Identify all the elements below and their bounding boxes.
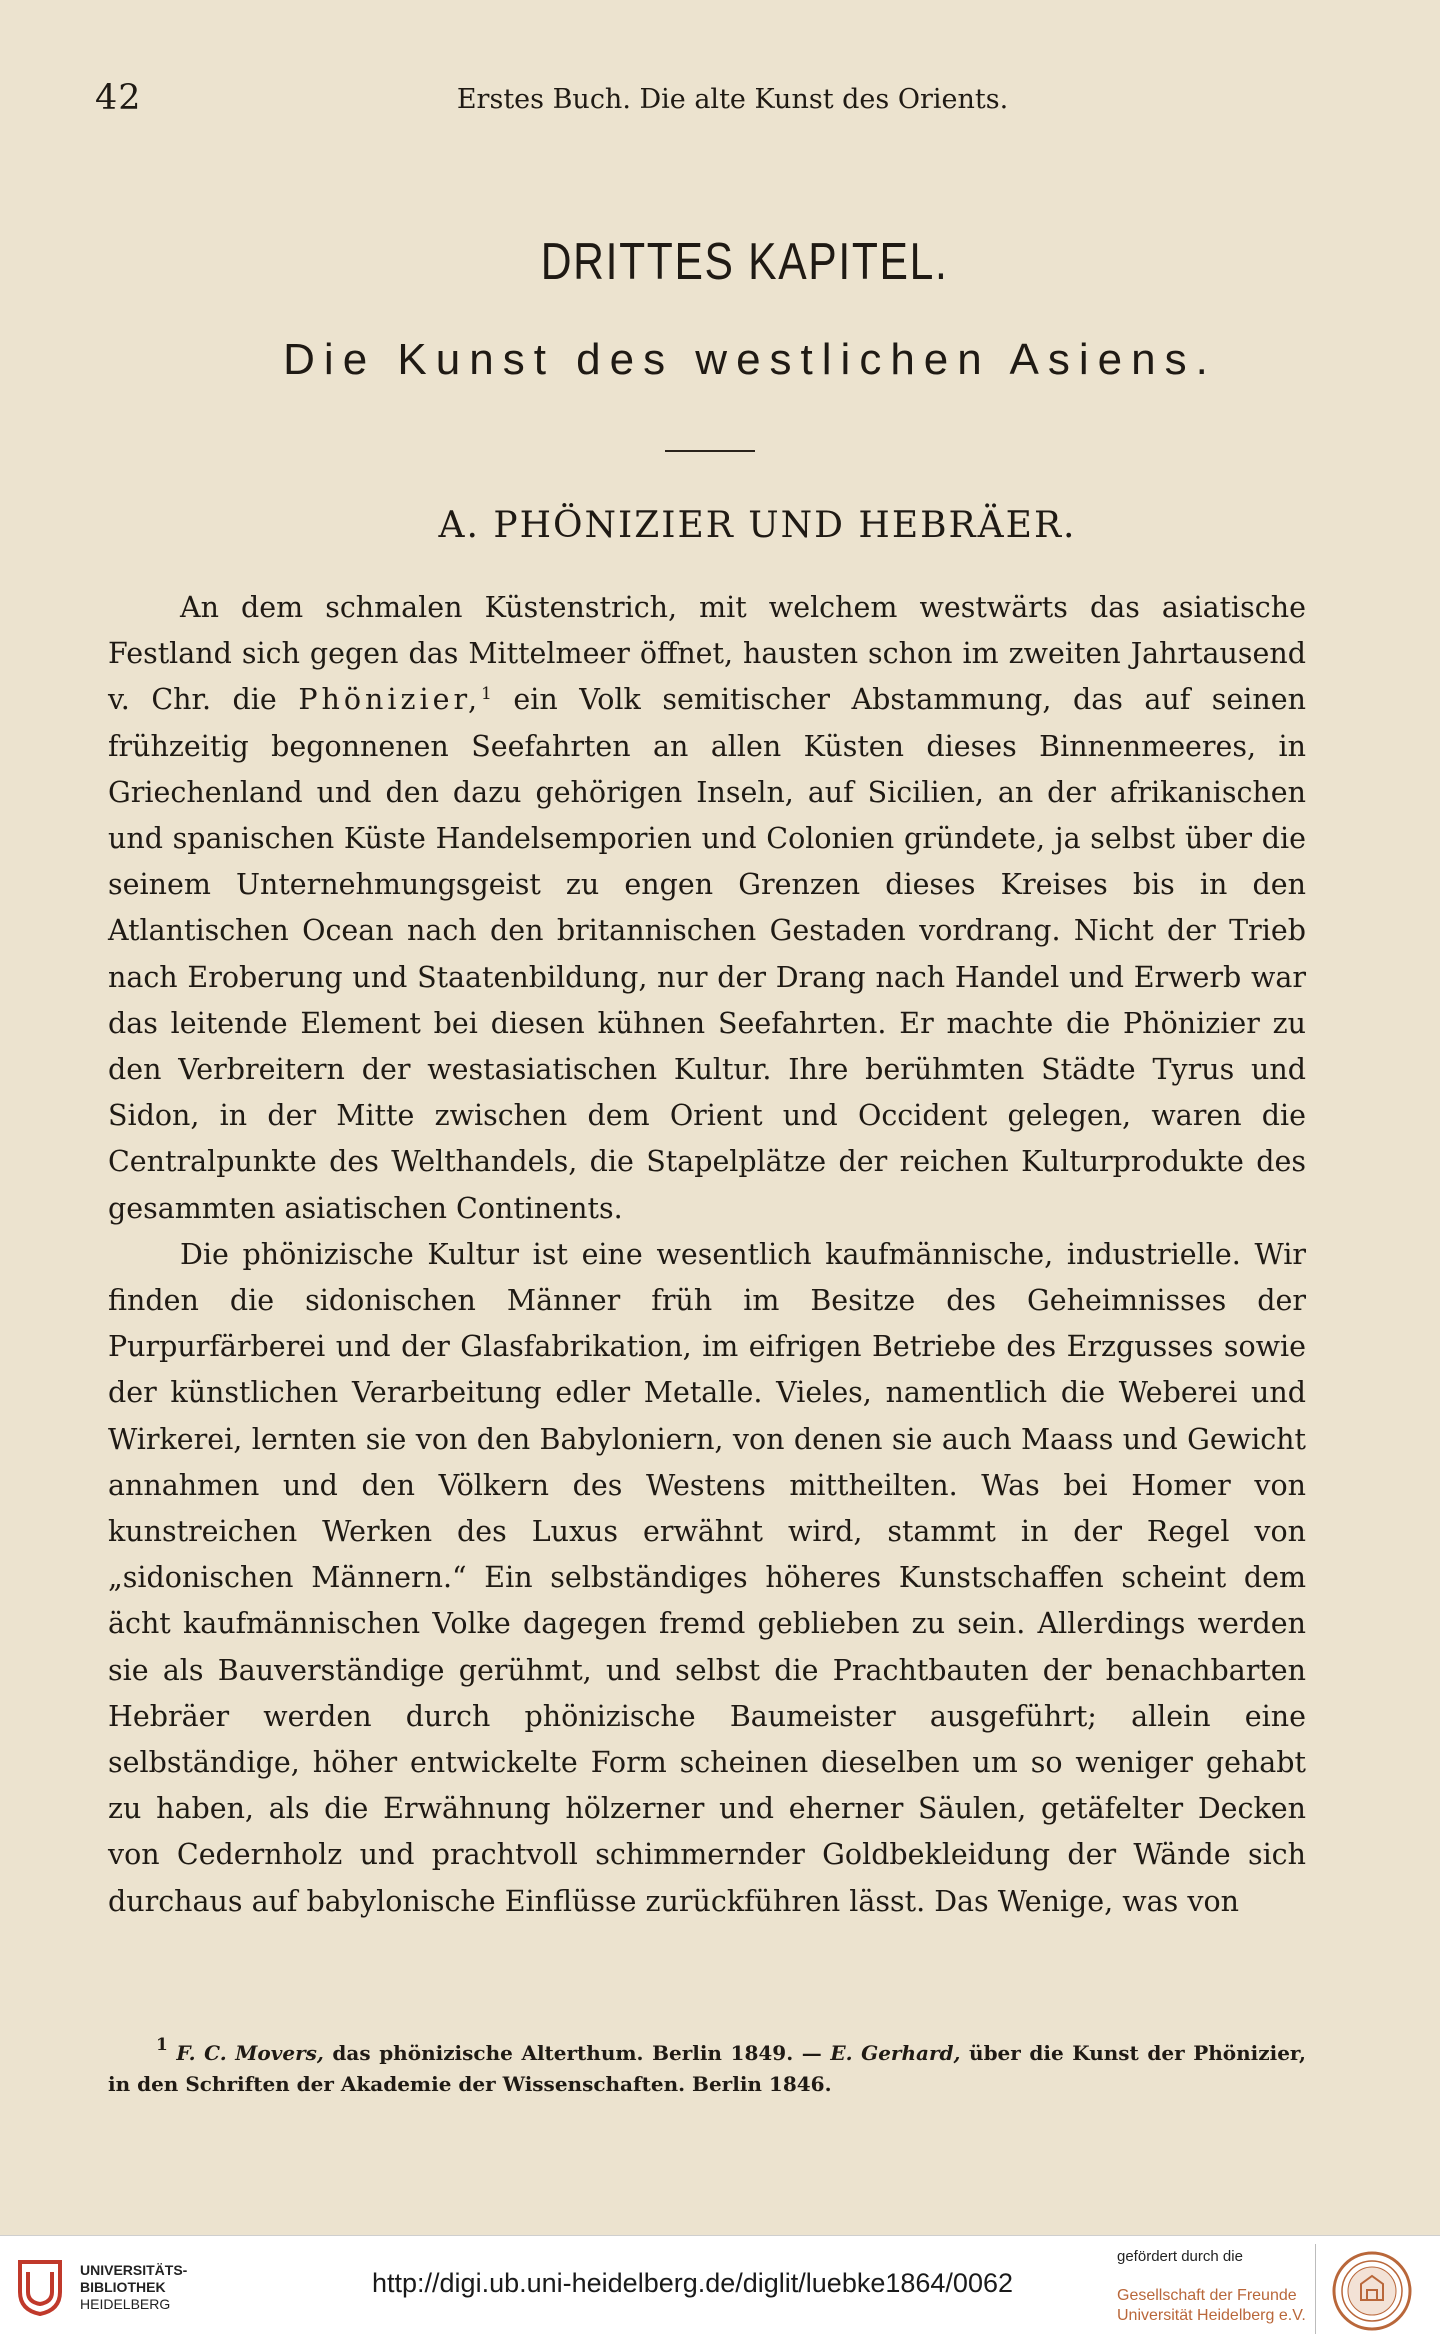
paragraph-1-start: An dem schmalen Küstenstrich, mit welchem westwärts das asiatische Festland sich gegen das Mittelmeer öffnet, hausten schon im zweiten Jahrtausend v. Chr. die	[108, 591, 1306, 717]
footnote-author-2: E. Gerhard,	[830, 2041, 961, 2065]
library-name-line-2: BIBLIOTHEK	[80, 2279, 166, 2295]
chapter-subtitle: Die Kunst des westlichen Asiens.	[283, 335, 1217, 384]
running-head: Erstes Buch. Die alte Kunst des Orients.	[456, 84, 1009, 115]
library-name-line-3: HEIDELBERG	[80, 2296, 171, 2312]
permalink-url[interactable]: http://digi.ub.uni-heidelberg.de/diglit/luebke1864/0062	[372, 2268, 1013, 2298]
chapter-title: DRITTES KAPITEL.	[540, 233, 949, 291]
sponsor-name[interactable]	[1117, 2286, 1306, 2326]
library-name	[80, 2262, 187, 2313]
page-header	[95, 78, 1320, 128]
page-number: 42	[95, 78, 142, 118]
footnote-text-1: das phönizische Alterthum. Berlin 1849. —	[323, 2041, 831, 2065]
sponsor-intro: gefördert durch die	[1117, 2248, 1243, 2265]
footnote-author-1: F. C. Movers,	[176, 2041, 324, 2065]
paragraph-2: Die phönizische Kultur ist eine wesentlich kaufmännische, industrielle. Wir finden die sidonischen Männer früh im Besitze des Geheimnisses der Purpurfärberei und der Glasfabrikation, im eifrigen Betriebe des Erzgusses sowie der künstlichen Verarbeitung edler Metalle. Vieles, namentlich die Weberei und Wirkerei, lernten sie von den Babyloniern, von denen sie auch Maass und Gewicht annahmen und den Völkern des Westens mittheilten. Was bei Homer von kunstreichen Werken des Luxus erwähnt wird, stammt in der Regel von „sidonischen Männern.“ Ein selbständiges höheres Kunstschaffen scheint dem ächt kaufmännischen Volke dagegen fremd geblieben zu sein. Allerdings werden sie als Bauverständige gerühmt, und selbst die Prachtbauten der benachbarten Hebräer werden durch phönizische Baumeister ausgeführt; allein eine selbständige, höher entwickelte Form scheinen dieselben um so weniger gehabt zu haben, als die Erwähnung hölzerner und eherner Säulen, getäfelter Decken von Cedernholz und prachtvoll schimmernder Goldbekleidung der Wände sich durchaus auf babylonische Einflüsse zurückführen lässt. Das Wenige, was von	[108, 1237, 1306, 1918]
sponsor-name-line-2: Universität Heidelberg e.V.	[1117, 2307, 1306, 2324]
divider-rule	[665, 450, 755, 452]
paragraph-1-rest: ein Volk semitischer Abstammung, das auf seinen frühzeitig begonnenen Seefahrten an allen Küsten dieses Binnenmeeres, in Griechenland und den dazu gehörigen Inseln, auf Sicilien, an der afrikanischen und spanischen Küste Handelsemporien und Colonien gründete, ja selbst über die seinem Unternehmungsgeist zu engen Grenzen dieses Kreises bis in den Atlantischen Ocean nach den britannischen Gestaden vordrang. Nicht der Trieb nach Eroberung und Staatenbildung, nur der Drang nach Handel und Erwerb war das leitende Element bei diesen kühnen Seefahrten. Er machte die Phönizier zu den Verbreitern der westasiatischen Kultur. Ihre berühmten Städte Tyrus und Sidon, in der Mitte zwischen dem Orient und Occident gelegen, waren die Centralpunkte des Welthandels, die Stapelplätze der reichen Kulturprodukte des gesammten asiatischen Continents.	[108, 683, 1306, 1225]
footer-divider	[1315, 2244, 1316, 2334]
spaced-term: Phönizier,	[298, 683, 482, 717]
paragraph-1	[108, 585, 1306, 1232]
section-title: A. PHÖNIZIER UND HEBRÄER.	[438, 505, 1077, 546]
footnote-text-2: über die Kunst der Phönizier, in den Schriften der Akademie der Wissenschaften. Berlin 1846.	[108, 2041, 1306, 2096]
footnotes	[108, 2035, 1306, 2100]
sponsor-name-line-1: Gesellschaft der Freunde	[1117, 2287, 1297, 2304]
library-name-line-1: UNIVERSITÄTS-	[80, 2262, 188, 2278]
footnote-marker: 1	[156, 2035, 168, 2055]
digitization-footer	[0, 2235, 1440, 2342]
body-text	[108, 585, 1306, 1925]
university-seal-icon	[1331, 2250, 1413, 2332]
library-logo-icon[interactable]	[14, 2256, 66, 2318]
footnote-ref[interactable]: 1	[481, 684, 492, 705]
footnote-1	[108, 2035, 1306, 2100]
